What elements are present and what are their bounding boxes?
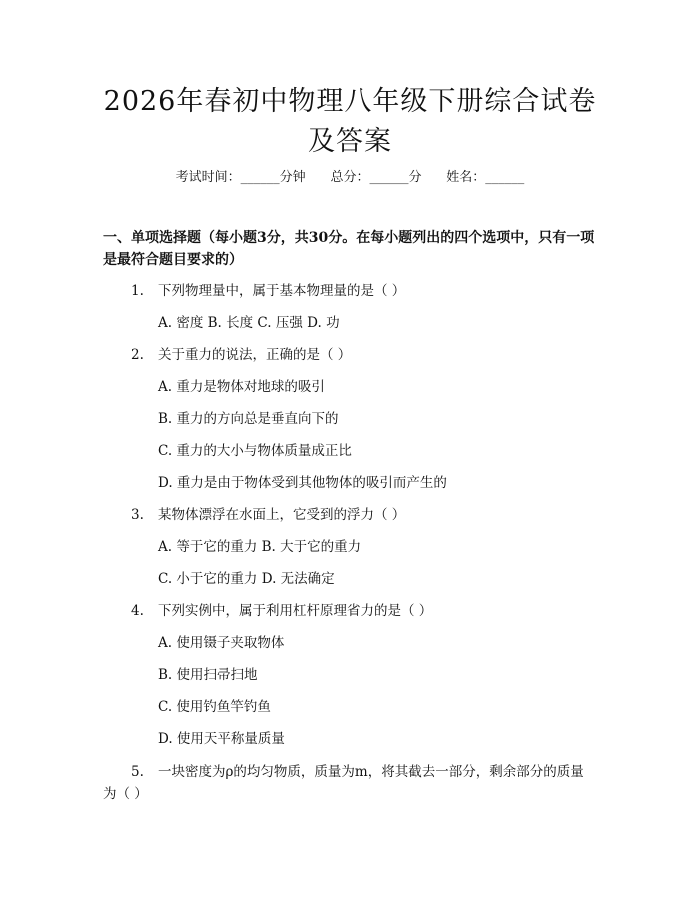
question-3	[131, 505, 405, 525]
question-4	[131, 601, 432, 621]
document-title: 2026年春初中物理八年级下册综合试卷及答案	[103, 86, 597, 157]
question-3-options-ab: A. 等于它的重力 B. 大于它的重力	[158, 539, 362, 555]
question-2-option-d: D. 重力是由于物体受到其他物体的吸引而产生的	[158, 475, 447, 491]
question-number: 4.	[131, 603, 144, 619]
student-name-field: 姓名：______	[446, 170, 525, 185]
total-score-field: 总分：______分	[330, 170, 422, 185]
question-number: 3.	[131, 507, 144, 523]
question-2-option-c: C. 重力的大小与物体质量成正比	[158, 443, 352, 459]
question-1-options: A. 密度 B. 长度 C. 压强 D. 功	[158, 315, 340, 331]
question-stem: 一块密度为ρ的均匀物质，质量为m，将其截去一部分，剩余部分的质量为（ ）	[103, 764, 584, 802]
question-1	[131, 281, 405, 301]
question-number: 1.	[131, 283, 144, 299]
question-3-options-cd: C. 小于它的重力 D. 无法确定	[158, 571, 335, 587]
question-stem: 下列实例中，属于利用杠杆原理省力的是（ ）	[158, 603, 433, 619]
question-stem: 某物体漂浮在水面上，它受到的浮力（ ）	[158, 507, 406, 523]
question-2-option-b: B. 重力的方向总是垂直向下的	[158, 411, 339, 427]
exam-info-line	[0, 168, 700, 188]
question-4-option-d: D. 使用天平称量质量	[158, 731, 285, 747]
question-4-option-b: B. 使用扫帚扫地	[158, 667, 258, 683]
question-2-option-a: A. 重力是物体对地球的吸引	[158, 379, 325, 395]
section-heading-single-choice: 一、单项选择题（每小题3分，共30分。在每小题列出的四个选项中，只有一项是最符合题目要求的）	[103, 230, 595, 268]
question-number: 5.	[131, 764, 144, 780]
exam-time-field: 考试时间：______分钟	[175, 170, 306, 185]
question-4-option-c: C. 使用钓鱼竿钓鱼	[158, 699, 271, 715]
question-stem: 下列物理量中，属于基本物理量的是（ ）	[158, 283, 406, 299]
question-2	[131, 345, 351, 365]
question-number: 2.	[131, 347, 144, 363]
question-stem: 关于重力的说法，正确的是（ ）	[158, 347, 352, 363]
question-4-option-a: A. 使用镊子夹取物体	[158, 635, 285, 651]
question-5	[103, 761, 597, 805]
